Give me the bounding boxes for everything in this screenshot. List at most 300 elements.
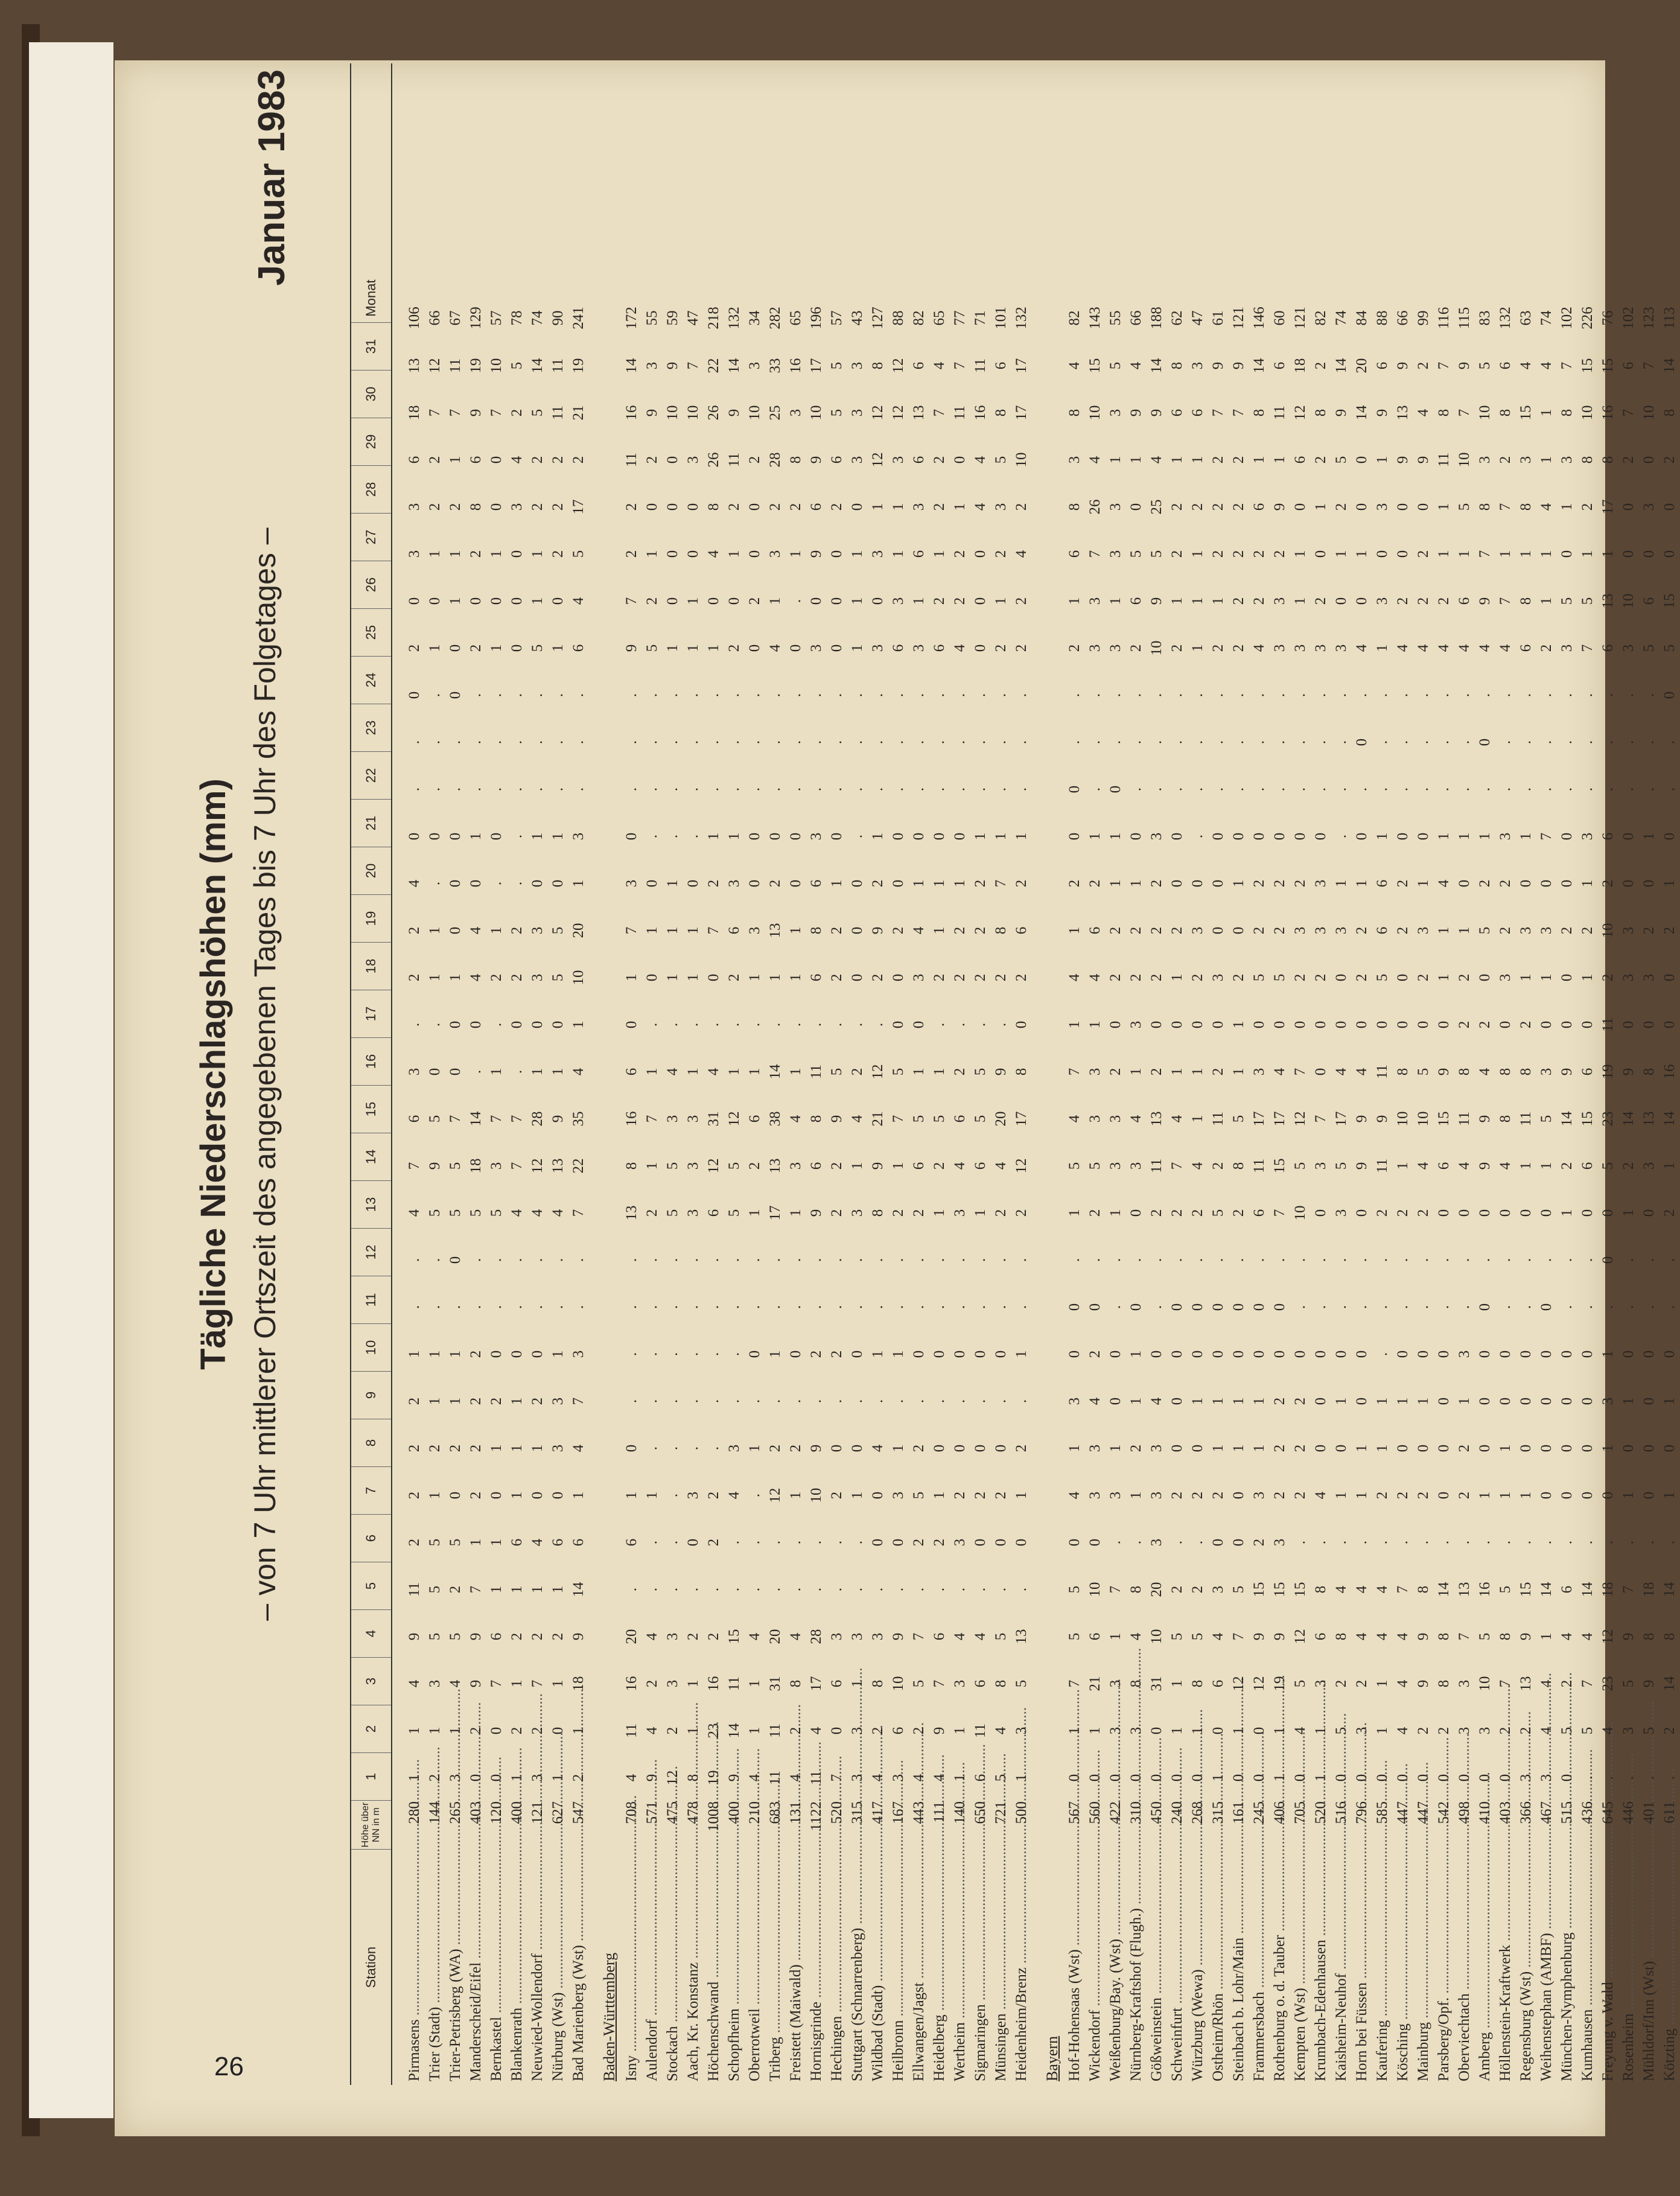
daily-value: 6 [1169,409,1185,417]
daily-value: 0 [1600,1256,1616,1264]
month-total: 71 [972,310,988,326]
daily-value: 2 [468,1444,484,1453]
page-number: 26 [214,2052,244,2081]
daily-value: 6 [1128,597,1144,605]
daily-value: 2 [529,456,546,464]
daily-value: 4 [1354,1585,1370,1594]
daily-value: 7 [488,409,504,417]
daily-value: 1 [529,1585,546,1594]
daily-value: 2 [644,456,660,464]
daily-value: . [870,1587,886,1592]
station-name: Parsberg/Opf. ..... [1434,1850,1454,2085]
daily-value: 4 [406,879,422,888]
daily-value: 12 [1292,1629,1308,1644]
daily-value: . [509,1305,525,1310]
daily-value: 0 [1189,1774,1206,1782]
daily-value: 9 [1251,1632,1267,1641]
table-row [786,63,806,2085]
daily-value: 8 [993,409,1009,417]
daily-value: 1 [1169,597,1185,605]
daily-value: 5 [468,1209,484,1217]
daily-value: 0 [1210,1020,1226,1029]
daily-value: . [788,740,804,745]
daily-value: 0 [788,644,804,652]
daily-value: . [468,693,484,698]
daily-value: 1 [1128,1350,1144,1358]
daily-value: 2 [890,926,906,935]
month-header: Monat [351,274,391,323]
daily-value: 4 [1436,644,1452,652]
day-header: 3 [351,1658,391,1705]
daily-value: 2 [550,550,566,558]
daily-value: 9 [1271,1632,1288,1641]
daily-value: 0 [1169,832,1185,841]
daily-value: 10 [1600,923,1616,938]
daily-value: 2 [1395,597,1411,605]
daily-value: 1 [664,879,681,888]
daily-value: . [664,1446,681,1451]
daily-value: . [1661,740,1678,745]
daily-value: 4 [1128,361,1144,370]
daily-value: 6 [829,1679,845,1688]
daily-value: 8 [1497,1632,1513,1641]
month-total: 121 [1292,307,1308,329]
daily-value: . [705,1022,722,1027]
daily-value: . [1230,1258,1247,1262]
daily-value: 1 [746,1209,763,1217]
daily-value: . [767,1399,783,1404]
month-total: 66 [427,310,443,326]
month-total: 83 [1477,310,1493,326]
station-name: München-Nymphenburg ..... [1557,1850,1577,2085]
daily-value: . [406,740,422,745]
daily-value: . [488,1258,504,1262]
daily-value: 0 [1477,1774,1493,1782]
daily-value: 0 [1395,503,1411,511]
daily-value: 10 [1579,405,1596,421]
daily-value: 2 [746,597,763,605]
daily-value: 10 [1641,405,1657,421]
daily-value: 2 [644,597,660,605]
daily-value: 1 [1600,550,1616,558]
month-total: 55 [644,310,660,326]
daily-value: 13 [1518,1676,1534,1692]
daily-value: 2 [1497,879,1513,888]
daily-value: 8 [1169,361,1185,370]
daily-value: . [1333,1305,1349,1310]
daily-value: 1 [1230,1020,1247,1029]
daily-value: 1 [911,597,927,605]
daily-value: 2 [726,503,742,511]
daily-value: . [1189,740,1206,745]
daily-value: . [1456,1258,1472,1262]
daily-value: 5 [427,1632,443,1641]
daily-value: 0 [1436,1020,1452,1029]
table-row [568,63,589,2085]
daily-value: 0 [1436,1350,1452,1358]
daily-value: . [570,693,587,698]
daily-value: 9 [1374,409,1390,417]
daily-value: 2 [1374,1209,1390,1217]
daily-value: 1 [1538,456,1554,464]
daily-value: 2 [952,597,968,605]
daily-value: . [1497,1305,1513,1310]
daily-value: . [1395,787,1411,792]
daily-value: 3 [1271,644,1288,652]
station-name: Bernkastel ..... [486,1850,507,2085]
daily-value: 22 [570,1158,587,1174]
daily-value: . [931,693,947,698]
daily-value: 11 [550,405,566,421]
daily-value: 1 [726,1068,742,1076]
daily-value: . [1579,693,1596,698]
daily-value: 2 [1456,973,1472,982]
daily-value: 4 [570,1068,587,1076]
daily-value: 5 [1169,1632,1185,1641]
daily-value: 15 [1271,1582,1288,1597]
daily-value: 5 [829,1068,845,1076]
daily-value: 1 [1477,1491,1493,1500]
station-altitude: 683 [767,1801,783,1824]
daily-value: 9 [1415,456,1431,464]
daily-value: 3 [664,1115,681,1123]
daily-value: 8 [1333,1632,1349,1641]
daily-value: 1 [427,973,443,982]
daily-value: 1 [931,1068,947,1076]
daily-value: 0 [1271,832,1288,841]
daily-value: 2 [870,1727,886,1735]
daily-value: 2 [1066,879,1083,888]
daily-value: 1 [1600,1350,1616,1358]
station-altitude: 542 [1436,1801,1452,1824]
daily-value: 5 [1559,1727,1575,1735]
daily-value: 2 [1169,1209,1185,1217]
station-name: Kösching ..... [1393,1850,1413,2085]
daily-value: 3 [726,879,742,888]
daily-value: . [931,1022,947,1027]
daily-value: 10 [570,970,587,985]
daily-value: 3 [849,456,865,464]
daily-value: 2 [447,503,463,511]
daily-value: . [952,693,968,698]
daily-value: 0 [1251,1727,1267,1735]
daily-value: . [1518,1258,1534,1262]
month-total: 121 [1230,307,1247,329]
table-row [1270,63,1290,2085]
daily-value: 0 [488,832,504,841]
daily-value: . [993,1399,1009,1404]
daily-value: 0 [911,832,927,841]
daily-value: 0 [972,1444,988,1453]
month-total: 65 [931,310,947,326]
daily-value: 2 [972,1491,988,1500]
month-total: 196 [808,307,824,329]
daily-value: 4 [972,1632,988,1641]
daily-value: 1 [767,973,783,982]
daily-value: . [1354,693,1370,698]
daily-value: . [726,1258,742,1262]
daily-value: 8 [1518,503,1534,511]
daily-value: 8 [1230,1162,1247,1170]
daily-value: 20 [1148,1582,1165,1597]
daily-value: 7 [1620,1585,1637,1594]
daily-value: 1 [1620,1397,1637,1405]
daily-value: 1 [1230,1444,1247,1453]
daily-value: . [1230,740,1247,745]
daily-value: . [644,1587,660,1592]
daily-value: 2 [406,1444,422,1453]
daily-value: . [488,693,504,698]
daily-value: 0 [1497,1397,1513,1405]
month-total: 66 [1128,310,1144,326]
table-row [1618,63,1639,2085]
daily-value: . [1066,693,1083,698]
daily-value: . [1641,1258,1657,1262]
station-altitude: 516 [1333,1801,1349,1824]
daily-value: 0 [1354,597,1370,605]
daily-value: 1 [1271,1727,1288,1735]
station-altitude: 265 [447,1801,463,1824]
daily-value: . [952,1305,968,1310]
daily-value: . [664,1587,681,1592]
daily-value: 0 [685,503,701,511]
daily-value: 2 [911,1209,927,1217]
daily-value: 1 [726,832,742,841]
daily-value: . [1518,740,1534,745]
daily-value: 2 [952,1491,968,1500]
daily-value: 7 [529,1679,546,1688]
daily-value: 1 [427,550,443,558]
daily-value: 7 [890,1115,906,1123]
daily-value: 0 [550,1020,566,1029]
station-altitude: 1008 [705,1801,722,1832]
daily-value: . [1189,1258,1206,1262]
daily-value: . [1292,1305,1308,1310]
daily-value: 12 [705,1158,722,1174]
daily-value: 6 [570,1538,587,1547]
daily-value: 2 [829,926,845,935]
station-altitude: 520 [829,1801,845,1824]
daily-value: . [705,1258,722,1262]
daily-value: 7 [1210,409,1226,417]
daily-value: . [746,1258,763,1262]
daily-value: 10 [1148,640,1165,656]
month-total: 282 [767,307,783,329]
daily-value: 10 [808,1488,824,1503]
daily-value: 0 [509,644,525,652]
daily-value: 3 [849,1209,865,1217]
day-header: 20 [351,847,391,895]
daily-value: 2 [1600,973,1616,982]
table-row [1639,63,1659,2085]
daily-value: . [1292,740,1308,745]
day-header: 5 [351,1562,391,1610]
daily-value: . [849,1540,865,1545]
daily-value: 2 [1189,1585,1206,1594]
daily-value: 1 [1497,550,1513,558]
daily-value: . [1107,1540,1124,1545]
daily-value: 2 [1620,1162,1637,1170]
daily-value: . [993,693,1009,698]
daily-value: 0 [1128,1209,1144,1217]
daily-value: 7 [1497,503,1513,511]
daily-value: 0 [1107,785,1124,794]
daily-value: . [468,1258,484,1262]
daily-value: 0 [509,1350,525,1358]
daily-value: . [1189,834,1206,839]
daily-value: 2 [664,1727,681,1735]
daily-value: . [1251,693,1267,698]
daily-value: 0 [1169,879,1185,888]
daily-value: 2 [1210,503,1226,511]
daily-value: 0 [746,1350,763,1358]
station-name: Hechingen ..... [827,1850,847,2085]
station-name: Trier (Stadt) ..... [425,1850,445,2085]
daily-value: 1 [726,550,742,558]
daily-value: . [488,740,504,745]
daily-value: 2 [550,503,566,511]
daily-value: 0 [1559,832,1575,841]
daily-value: 9 [1354,1115,1370,1123]
daily-value: 2 [1189,973,1206,982]
daily-value: 5 [1148,550,1165,558]
daily-value: 0 [1415,1444,1431,1453]
daily-value: . [1415,787,1431,792]
daily-value: . [1292,693,1308,698]
daily-value: 2 [993,1209,1009,1217]
daily-value: . [685,1022,701,1027]
daily-value: 1 [529,832,546,841]
daily-value: 8 [1013,1068,1029,1076]
daily-value: . [808,1305,824,1310]
daily-value: 0 [1354,1350,1370,1358]
daily-value: . [788,1399,804,1404]
daily-value: . [427,740,443,745]
daily-value: 3 [1107,1115,1124,1123]
daily-value: 4 [529,1209,546,1217]
daily-value: 1 [1189,644,1206,652]
daily-value: 1 [447,1397,463,1405]
daily-value: 2 [509,926,525,935]
daily-value: 2 [1579,926,1596,935]
daily-value: 7 [1559,361,1575,370]
daily-value: 3 [1477,456,1493,464]
daily-value: 7 [1456,409,1472,417]
daily-value: . [767,1540,783,1545]
daily-value: 3 [664,1632,681,1641]
daily-value: 4 [1374,1632,1390,1641]
daily-value: 8 [808,1115,824,1123]
daily-value: 26 [1087,499,1103,515]
daily-value: . [870,740,886,745]
daily-value: . [1312,1540,1329,1545]
daily-value: 2 [972,879,988,888]
daily-value: 5 [1066,1632,1083,1641]
daily-value: 0 [529,1491,546,1500]
daily-value: . [870,1305,886,1310]
daily-value: 1 [1087,1020,1103,1029]
daily-value: 11 [1148,1158,1165,1174]
daily-value: 0 [952,832,968,841]
daily-value: 0 [1538,1209,1554,1217]
month-total: 47 [685,310,701,326]
daily-value: 1 [468,832,484,841]
daily-value: 2 [509,409,525,417]
daily-value: 13 [623,1205,640,1221]
daily-value: . [952,1587,968,1592]
daily-value: . [1189,693,1206,698]
daily-value: 4 [1148,456,1165,464]
table-row [1126,63,1147,2085]
daily-value: 3 [1107,550,1124,558]
daily-value: . [1013,787,1029,792]
daily-value: 9 [1271,503,1288,511]
daily-value: 0 [1477,738,1493,746]
daily-value: 0 [993,1538,1009,1547]
daily-value: 4 [570,1444,587,1453]
daily-value: 0 [1148,1727,1165,1735]
daily-value: 4 [788,1115,804,1123]
daily-value: 0 [550,1727,566,1735]
station-name: Triberg ..... [765,1850,786,2085]
daily-value: 4 [1292,1727,1308,1735]
daily-value: 7 [570,1397,587,1405]
daily-value: 1 [849,1679,865,1688]
daily-value: 9 [1477,1162,1493,1170]
daily-value: . [746,787,763,792]
daily-value: 9 [808,550,824,558]
daily-value: 4 [911,1774,927,1782]
daily-value: 3 [1579,832,1596,841]
daily-value: 0 [1415,1350,1431,1358]
station-altitude: 478 [685,1801,701,1824]
daily-value: . [644,1258,660,1262]
daily-value: . [488,787,504,792]
daily-value: 1 [1230,1727,1247,1735]
daily-value: 12 [1013,1158,1029,1174]
daily-value: . [829,693,845,698]
daily-value: 4 [447,1679,463,1688]
day-header: 12 [351,1229,391,1276]
daily-value: 1 [931,926,947,935]
daily-value: 2 [406,1397,422,1405]
daily-value: 2 [1395,1491,1411,1500]
daily-value: . [1579,740,1596,745]
daily-value: . [1333,740,1349,745]
daily-value: 9 [664,361,681,370]
daily-value: . [870,787,886,792]
daily-value: 0 [447,879,463,888]
daily-value: 5 [1333,456,1349,464]
daily-value: . [767,1305,783,1310]
daily-value: 7 [993,879,1009,888]
station-altitude: 450 [1148,1801,1165,1824]
daily-value: 1 [1579,550,1596,558]
daily-value: 4 [952,644,968,652]
daily-value: 3 [1497,832,1513,841]
daily-value: 0 [664,503,681,511]
daily-value: . [1661,787,1678,792]
month-total: 146 [1251,307,1267,329]
daily-value: 0 [1559,973,1575,982]
daily-value: 0 [1333,1350,1349,1358]
daily-value: 3 [427,1679,443,1688]
daily-value: 2 [767,1444,783,1453]
daily-value: 2 [1013,644,1029,652]
daily-value: 1 [447,1350,463,1358]
daily-value: 0 [1354,832,1370,841]
daily-value: 1 [1128,1068,1144,1076]
